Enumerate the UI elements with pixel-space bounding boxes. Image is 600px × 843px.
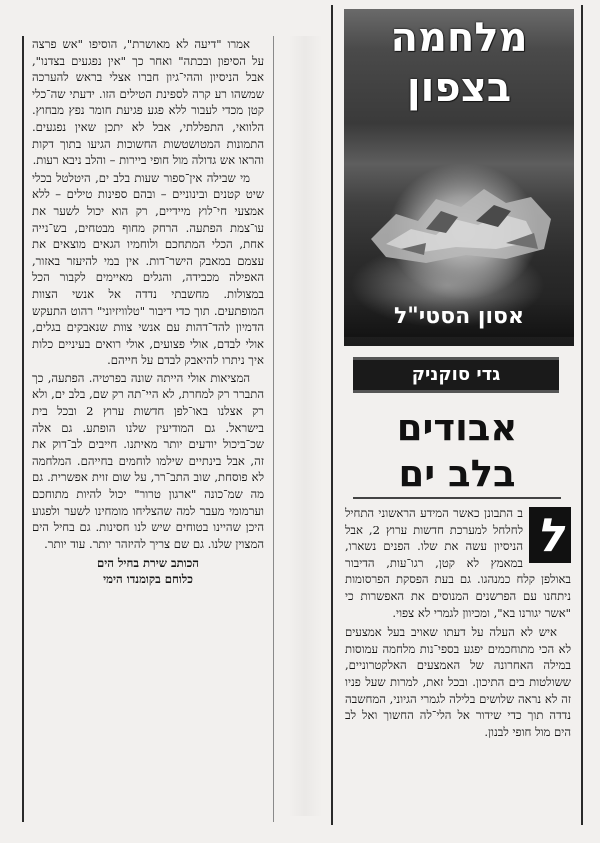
paragraph: איש לא העלה על דעתו שאויב בעל אמצעים לא הכי מתוחכמים יפגע בספי־נות מלחמה עמוסות במילה האחרונה של האמצעים האלקטרוניים, ששולטות בים התיכון. ובכל זאת, למרות שעל פניו זה לא נראה שלושים בלילה לגמרי הגיוני, המחשבה נדדה תוך כדי שידור אל הלי־לה החשוך ואל לב הים מול חופי לבנון. <box>345 625 571 739</box>
author-note-line: הכותב שירת בחיל הים <box>97 556 199 571</box>
paragraph: מי שבילה אין־ספור שעות בלב ים, היטלטל בכלי שיט קטנים ובינוניים – ובהם ספינות טילים – ללא אמצעי חי־לוץ מיידיים, רק הוא יכול לשער את עו־צמת הפתעה. הרחק מחוף מבטחים, בש־נייה אחת, הכלי המתחכם ולוחמיו הגאים מוצאים את עצמם במאבק הישר־דות. אין במי להיעזר באזור, האפילה מכבידה, והגלים מאיימים לקבור הכל במצולות. מחשבתי נדדה אל אנשי הצוות המופתעים. תוך כדי דיבור "טלוויזיוני" רהוט התעקש הדמיון להד־דהות עם אנשי צוות שנאבקים בגלים, אולי לבדם, אולי פצועים, אולי רואים בעיניים כלות איך ניתרו להיאבק לבדם על חייהם. <box>32 170 264 368</box>
drop-cap: ל <box>529 507 571 563</box>
hero-title-line: בצפון <box>406 65 512 111</box>
hero-caption: אסון הסטי"ל <box>344 297 574 337</box>
divider <box>353 497 561 499</box>
headline-line: אבודים <box>396 406 518 449</box>
article-continuation-column <box>22 36 274 822</box>
article-main-column <box>331 5 583 825</box>
author-note <box>32 555 264 587</box>
hero-title <box>344 13 574 113</box>
article-headline <box>341 405 573 497</box>
author-note-line: כלוחם בקומנדו הימי <box>103 572 193 587</box>
wreckage-image <box>366 159 556 269</box>
headline-line: בלב ים <box>398 452 516 495</box>
hero-photo <box>344 9 574 346</box>
paragraph: אמרו "דיעה לא מאושרת", הוסיפו "אש פרצה על הסיפון ובכתה" ואחר כך "אין נפגעים בצדנו", אבל הניסיון וההי־גיון חברו אצלי בראש להערכה שמשהו רע קרה לספינת הטילים הזו. ידעתי שה־כלי קטן מכדי לעבור ללא פגע פגיעת חומר נפץ מבחוץ. הלוואי, התפללתי, אבל לא יתכן שאין נפגעים. התמונות המטושטשות החשוכות הגיעו בתוך דקות והראו אש גדולה מול חופי ביירות – והלב ניבא רעות. <box>32 37 264 168</box>
hero-title-line: מלחמה <box>390 15 528 61</box>
paragraph: המציאות אולי הייתה שונה בפרטיה. הפתעה, כך התברר רק למחרת, לא היי־תה רק שם, בלב ים, ולא רק אצלנו באו־לפן חדשות ערוץ 2 ובכל בית בישראל. גם המודיעין שלנו הופתע. גם אלה שכ־ביכול יודעים יותר מאיתנו. חייבים לב־דוק את זה, אבל בינתיים שילמו לוחמים בחייהם. המלחמה לא פוסחת, שוב התב־רר, על שום זוית אפשרית. גם מה שמ־כונה "ארגון טרור" יכול להיות מתוחכם וערמומי מעבר למה שהצליחו מומחינו לשער ולפגוע היכן שהיינו בטוחים שיש לנו חסינות. גם בחיל הים המצוין שלנו. גם שם צריך להיזהר יותר. עוד יותר. <box>32 370 264 551</box>
article-body <box>345 505 571 817</box>
author-banner: גדי סוקניק <box>353 357 559 393</box>
paragraph: ב התבונן כאשר המידע הראשוני התחיל לחלחל למערכת חדשות ערוץ 2, אבל הניסיון עשה את שלו. הפנים נשארו, במאמץ לא קטן, רגו־עות, הדיבור באולפן קלח כמנהגו. גם בעת הפסקת הפרסומות ניתחנו עם הפרשנים המנוסים את האפשרות כי "אשר יגורנו בא", ומכיוון לגמרי לא צפוי. <box>345 506 571 620</box>
gutter-shadow <box>288 36 322 816</box>
